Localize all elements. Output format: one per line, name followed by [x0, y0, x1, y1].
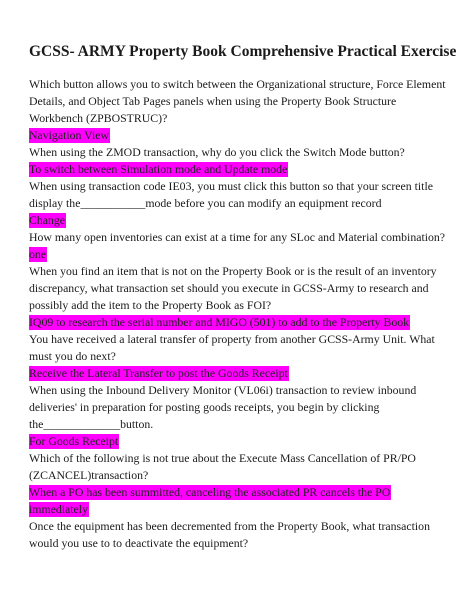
qa-list [29, 76, 449, 552]
highlighted-answer: one [29, 247, 47, 261]
highlighted-answer: Change [29, 213, 66, 227]
question-text: When using the ZMOD transaction, why do you click the Switch Mode button? [29, 145, 405, 159]
qa-item-9 [29, 518, 449, 552]
qa-item-5 [29, 263, 449, 331]
question-text: When using the Inbound Delivery Monitor (VL06i) transaction to review inbound deliveries' in preparation for posting goods receipts, you begin by clicking the_____________button. [29, 383, 417, 431]
question-text: Which button allows you to switch between the Organizational structure, Force Element Details, and Object Tab Pages panels when using the Property Book Structure Workbench (ZPBOSTRUC)? [29, 77, 446, 125]
qa-item-6 [29, 331, 449, 382]
qa-item-7 [29, 382, 449, 450]
document-page [29, 42, 457, 552]
question-text: How many open inventories can exist at a time for any SLoc and Material combination? [29, 230, 446, 244]
qa-item-4 [29, 229, 449, 263]
qa-item-8 [29, 450, 449, 518]
highlighted-answer: For Goods Receipt [29, 434, 119, 448]
qa-item-2 [29, 144, 449, 178]
highlighted-answer: Receive the Lateral Transfer to post the Goods Receipt [29, 366, 288, 380]
highlighted-answer: IQ09 to research the serial number and MIGO (501) to add to the Property Book [29, 315, 410, 329]
question-text: When using transaction code IE03, you must click this button so that your screen title display the___________mode before you can modify an equipment record [29, 179, 433, 210]
highlighted-answer: When a PO has been summitted, canceling the associated PR cancels the PO immediately [29, 485, 391, 516]
question-text: When you find an item that is not on the Property Book or is the result of an inventory discrepancy, what transaction set should you execute in GCSS-Army to research and possibly add the item to the Property Book as FOI? [29, 264, 437, 312]
qa-item-3 [29, 178, 449, 229]
question-text: Which of the following is not true about the Execute Mass Cancellation of PR/PO (ZCANCEL)transaction? [29, 451, 416, 482]
highlighted-answer: To switch between Simulation mode and Update mode [29, 162, 288, 176]
question-text: You have received a lateral transfer of property from another GCSS-Army Unit. What must you do next? [29, 332, 435, 363]
question-text: Once the equipment has been decremented from the Property Book, what transaction would you use to to deactivate the equipment? [29, 519, 430, 550]
document-title: GCSS- ARMY Property Book Comprehensive Practical Exercise [29, 43, 457, 60]
qa-item-1 [29, 76, 449, 144]
highlighted-answer: Navigation View [29, 128, 109, 142]
